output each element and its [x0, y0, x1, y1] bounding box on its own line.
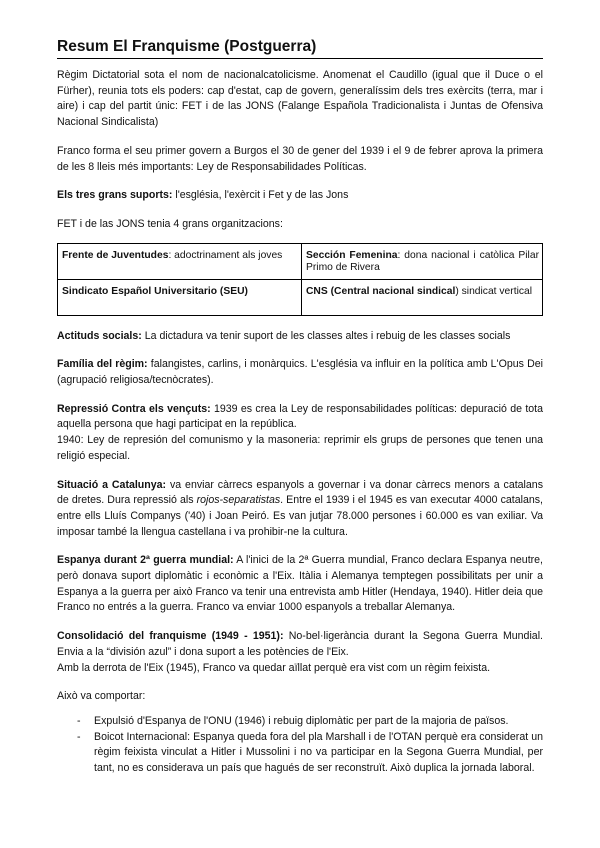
consolidacio-text: No-bel·ligerància durant la Segona Guerra Mundial. Envia a la “división azul” i dona suport a les potències de l'Eix. [57, 630, 543, 658]
list-item [57, 730, 543, 777]
actituds-paragraph [57, 329, 543, 345]
dash-marker: - [77, 714, 81, 727]
cell-label: Frente de Juventudes [62, 249, 169, 261]
list-item [57, 714, 543, 730]
table-row [58, 279, 543, 315]
repressio-paragraph [57, 402, 543, 433]
familia-text: falangistes, carlins, i monàrquics. L'església va influir en la política amb L'Opus Dei (agrupació religiosa/tecnòcrates). [57, 358, 543, 387]
govern-paragraph: Franco forma el seu primer govern a Burgos el 30 de gener del 1939 i el 9 de febrer aprova la primera de les 8 lleis més importants: Ley de Responsabilidades Políticas. [57, 144, 543, 173]
guerra-paragraph [57, 553, 543, 616]
catalunya-italic: rojos-separatistas [196, 494, 281, 507]
cell-text: ) sindicat vertical [455, 285, 533, 297]
table-cell [302, 279, 543, 315]
table-cell [302, 243, 543, 279]
consolidacio-label: Consolidació del franquisme (1949 - 1951): [57, 630, 284, 643]
actituds-text: La dictadura va tenir suport de les classes altes i rebuig de les classes socials [141, 329, 511, 342]
fet-intro-paragraph: FET i de las JONS tenia 4 grans organitzacions: [57, 217, 283, 230]
organitzacions-table [57, 243, 543, 316]
guerra-text: A l'inici de la 2ª Guerra mundial, Franco declara Espanya neutre, però donava suport diplomàtic i econòmic a l'Eix. Itàlia i Alemanya temptegen possibilitats per unir a Espanya a la guerra per això Franco va tenir una entrevista amb Hitler (Hendaya, 1940). Hitler deia que Franco no entrés a la guerra. Franco va enviar 1000 espanyols a treballar Alemanya. [57, 554, 543, 614]
suports-label: Els tres grans suports: [57, 189, 173, 202]
cell-label: Sección Femenina [306, 249, 398, 261]
cell-label: Sindicato Español Universitario (SEU) [62, 285, 248, 297]
table-row [58, 243, 543, 279]
catalunya-text-b: . Entre el 1939 i el 1945 es van executar 4000 catalans, entre ells Lluís Companys ('40) i Joan Peiró. Es van jutjar 78.000 persones i 60.000 es van exiliar. Va imposar també la llengua castellana i va prohibir-ne la cultura. [57, 494, 543, 538]
suports-paragraph [57, 188, 543, 204]
consequences-list [57, 714, 543, 777]
repressio-text: 1939 es crea la Ley de responsabilidades políticas: depuració de tota aquella persona que hagi participat en la república. [57, 402, 543, 431]
catalunya-paragraph [57, 478, 543, 541]
intro-paragraph: Règim Dictatorial sota el nom de nacionalcatolicisme. Anomenat el Caudillo (igual que il Duce o el Fürher), reunia tots els poders: cap d'estat, cap de govern, generalíssim dels tres exèrcits (terra, mar i aire) i cap del partit únic: FET i de las JONS (Falange Española Tradicionalista i Juntas de Ofensiva Nacional Sindicalista) [57, 69, 543, 129]
familia-paragraph [57, 357, 543, 388]
repressio-paragraph-2: 1940: Ley de represión del comunismo y la masoneria: reprimir els grups de persones que tenen una religió especial. [57, 434, 543, 462]
guerra-label: Espanya durant 2ª guerra mundial: [57, 554, 234, 567]
document-page [57, 38, 543, 777]
consolidacio-paragraph-2: Amb la derrota de l'Eix (1945), Franco va quedar aïllat perquè era vist com un règim feixista. [57, 661, 491, 674]
cell-text: : adoctrinament als joves [168, 249, 283, 261]
table-cell [58, 243, 302, 279]
catalunya-text-a: va enviar càrrecs espanyols a governar i va donar càrrecs menors a catalans de dretes. Dura repressió als [57, 478, 543, 507]
familia-label: Família del règim: [57, 358, 148, 371]
consolidacio-paragraph [57, 629, 543, 660]
dash-marker: - [77, 730, 81, 743]
repressio-label: Repressió Contra els vençuts: [57, 402, 211, 415]
suports-text: l'església, l'exèrcit i Fet y de las Jons [172, 189, 349, 202]
comportar-paragraph: Això va comportar: [57, 690, 146, 703]
table-cell [58, 279, 302, 315]
list-item-text: Boicot Internacional: Espanya queda fora del pla Marshall i de l'OTAN perquè era considerat un règim feixista vinculat a Hitler i Mussolini i no va participar en la Segona Guerra Mundial, per tant, no es considerava un país que hagués de ser reconstruït. Això duplica la jornada laboral. [94, 730, 543, 775]
catalunya-label: Situació a Catalunya: [57, 478, 167, 491]
actituds-label: Actituds socials: [57, 329, 142, 342]
cell-label: CNS (Central nacional sindical [306, 285, 456, 297]
page-title: Resum El Franquisme (Postguerra) [57, 38, 543, 59]
cell-text: : dona nacional i catòlica Pilar Primo de Rivera [306, 249, 539, 273]
list-item-text: Expulsió d'Espanya de l'ONU (1946) i rebuig diplomàtic per part de la majoria de països. [94, 714, 509, 727]
